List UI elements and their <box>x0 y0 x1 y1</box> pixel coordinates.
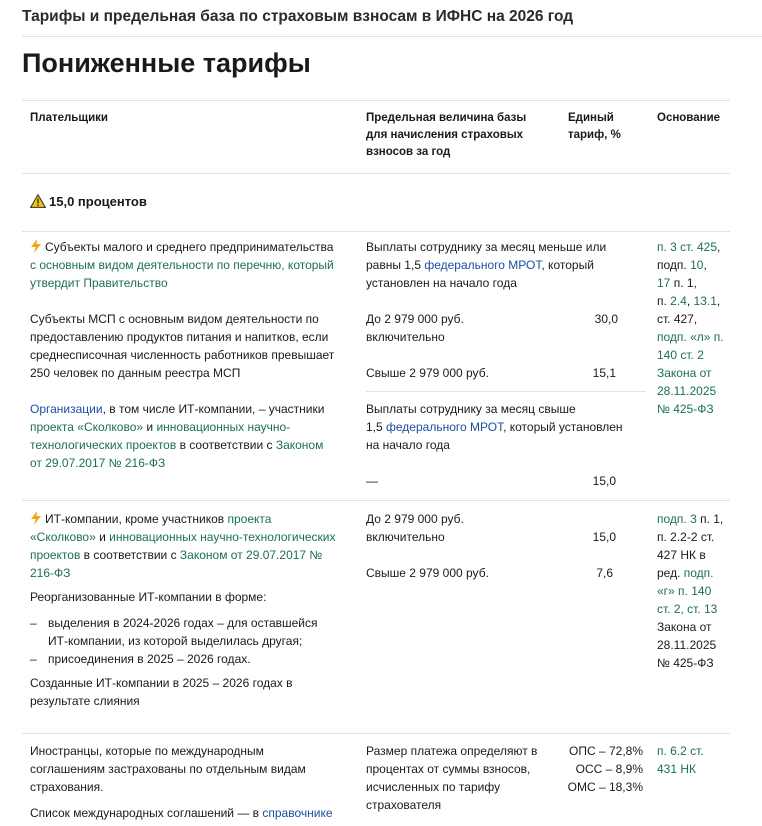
skolkovo-link[interactable]: проекта «Сколково» <box>30 420 144 434</box>
row3-agreements-note: Список международных соглашений — в справочнике <box>30 806 333 820</box>
row1-base-divider <box>366 391 646 392</box>
row1-payer-smb-food: Субъекты МСП с основным видом деятельности по предоставлению продуктов питания и напитков, если среднесписочная численность работников превышает 250 человек по данным реестра МСП <box>30 312 335 380</box>
it-law-216-link-cont[interactable]: 216-ФЗ <box>30 566 71 580</box>
basis-p24-link[interactable]: 2.4 <box>670 294 687 308</box>
it-innovative-link-cont[interactable]: проектов <box>30 548 81 562</box>
row1-base-under-mrot: Выплаты сотруднику за месяц меньше или равны 1,5 федерального МРОТ, который установлен на начало года <box>366 240 607 290</box>
basis2-podp-g-link-cont[interactable]: «г» п. 140 <box>657 584 712 598</box>
basis-p131-link[interactable]: 13.1 <box>693 294 717 308</box>
row2-reorg-dash1: – <box>30 616 37 630</box>
basis2-podp3-link[interactable]: подп. 3 <box>657 512 697 526</box>
title-divider <box>22 36 762 37</box>
basis-podp-l-link[interactable]: подп. «л» п. <box>657 330 724 344</box>
law-216-link[interactable]: Законом <box>275 438 324 452</box>
row2-reorg-item2: присоединения в 2025 – 2026 годах. <box>48 652 251 666</box>
row1-rate-15-1: 15,1 <box>592 366 616 380</box>
basis-law-425-link-num[interactable]: № 425-ФЗ <box>657 402 714 416</box>
row1-payer-smb: Субъекты малого и среднего предпринимательства с основным видом деятельности по перечню, который утвердит Правительство <box>30 238 360 292</box>
basis2-podp-g-link[interactable]: подп. <box>683 566 714 580</box>
header-bottom-border <box>22 173 730 174</box>
smb-activity-list-link[interactable]: с основным видом деятельности по перечню, который <box>30 258 334 272</box>
smb-activity-list-link-cont[interactable]: утвердит Правительство <box>30 276 168 290</box>
basis2-st2-st13-link[interactable]: ст. 2, ст. 13 <box>657 602 718 616</box>
row3-base: Размер платежа определяют в процентах от суммы взносов, исчисленных по тарифу страхователя <box>366 744 538 812</box>
it-skolkovo-link-cont[interactable]: «Сколково» <box>30 530 96 544</box>
group-title-label: 15,0 процентов <box>49 194 147 209</box>
col-header-rate: Единый тариф, % <box>568 112 621 141</box>
warning-icon <box>30 194 46 208</box>
group-title <box>30 193 147 211</box>
lightning-icon <box>30 239 42 253</box>
col-header-base: Предельная величина базы для начисления страховых взносов за год <box>366 112 527 158</box>
innovative-projects-link[interactable]: инновационных научно- <box>156 420 291 434</box>
row1-payer-skolkovo: Организации, в том числе ИТ-компании, – участники проекта «Сколково» и инновационных научно- технологических проектов в соответствии с Законом от 29.07.2017 № 216-ФЗ <box>30 400 360 472</box>
innovative-projects-link-cont[interactable]: технологических проектов <box>30 438 177 452</box>
basis-p3-st425-link[interactable]: п. 3 ст. 425 <box>657 240 718 254</box>
row2-basis: подп. 3 п. 1, п. 2.2-2 ст. 427 НК в ред. подп. «г» п. 140 ст. 2, ст. 13 Закона от 28.11.2025 № 425-ФЗ <box>657 510 729 672</box>
basis-law-425-link-date[interactable]: 28.11.2025 <box>657 384 717 398</box>
row1-base-dash: — <box>366 474 378 488</box>
row1-base-upto: До 2 979 000 руб. включительно <box>366 312 464 344</box>
row2-reorg-title: Реорганизованные ИТ-компании в форме: <box>30 590 267 604</box>
agreements-reference-link[interactable]: справочнике <box>262 806 333 820</box>
section-title: Пониженные тарифы <box>22 48 311 78</box>
row1-rate-15: 15,0 <box>592 474 616 488</box>
it-skolkovo-link[interactable]: проекта <box>227 512 272 526</box>
row1-rate-30: 30,0 <box>594 312 618 326</box>
top-title: Тарифы и предельная база по страховым взносам в ИФНС на 2026 год <box>22 8 574 25</box>
basis-podp17-link[interactable]: 17 <box>657 276 671 290</box>
basis3-p62-link[interactable]: п. 6.2 ст. <box>657 744 704 758</box>
row2-rate-15: 15,0 <box>592 530 616 544</box>
row1-base-over-mrot: Выплаты сотруднику за месяц свыше 1,5 федерального МРОТ, который установлен на начало года <box>366 402 623 452</box>
row2-reorg-dash2: – <box>30 652 37 666</box>
table-top-border <box>22 100 730 101</box>
row2-bottom-border <box>22 733 730 734</box>
row2-base-over: Свыше 2 979 000 руб. <box>366 566 489 580</box>
row1-base-over: Свыше 2 979 000 руб. <box>366 366 489 380</box>
it-law-216-link[interactable]: Законом от 29.07.2017 № <box>179 548 323 562</box>
row3-rates: ОПС – 72,8% ОСС – 8,9% ОМС – 18,3% <box>567 744 643 794</box>
basis3-st431-link[interactable]: 431 НК <box>657 762 697 776</box>
law-216-link-cont[interactable]: от 29.07.2017 № 216-ФЗ <box>30 456 166 470</box>
basis-law-425-link[interactable]: Закона от <box>657 366 712 380</box>
col-header-basis: Основание <box>657 112 721 124</box>
row2-base-upto: До 2 979 000 руб. включительно <box>366 512 464 544</box>
row3-payer-foreigners: Иностранцы, которые по международным соглашениям застрахованы по отдельным видам страхования. <box>30 744 306 794</box>
lightning-icon <box>30 511 42 525</box>
mrot-link[interactable]: федерального МРОТ <box>424 258 542 272</box>
basis-podp10-link[interactable]: 10 <box>690 258 704 272</box>
row2-reorg-item1: выделения в 2024-2026 годах – для оставшейся ИТ-компании, из которой выделилась другая; <box>48 616 318 648</box>
row1-bottom-border <box>22 500 730 501</box>
organizations-link[interactable]: Организации <box>30 402 103 416</box>
basis-podp-l-link-cont[interactable]: 140 ст. 2 <box>657 348 704 362</box>
it-innovative-link[interactable]: инновационных научно-технологических <box>109 530 336 544</box>
row2-created: Созданные ИТ-компании в 2025 – 2026 годах в результате слияния <box>30 676 293 708</box>
row1-basis: п. 3 ст. 425, подп. 10, 17 п. 1, п. 2.4, 13.1, ст. 427, подп. «л» п. 140 ст. 2 Закона от 28.11.2025 № 425-ФЗ <box>657 238 729 418</box>
col-header-payers: Плательщики <box>30 112 108 124</box>
row3-basis <box>657 742 729 778</box>
group-bottom-border <box>22 231 730 232</box>
row2-rate-7-6: 7,6 <box>596 566 613 580</box>
row2-payer-it: ИТ-компании, кроме участников проекта «Сколково» и инновационных научно-технологических проектов в соответствии с Законом от 29.07.2017 № 216-ФЗ <box>30 510 360 582</box>
mrot-link-2[interactable]: федерального МРОТ <box>386 420 504 434</box>
